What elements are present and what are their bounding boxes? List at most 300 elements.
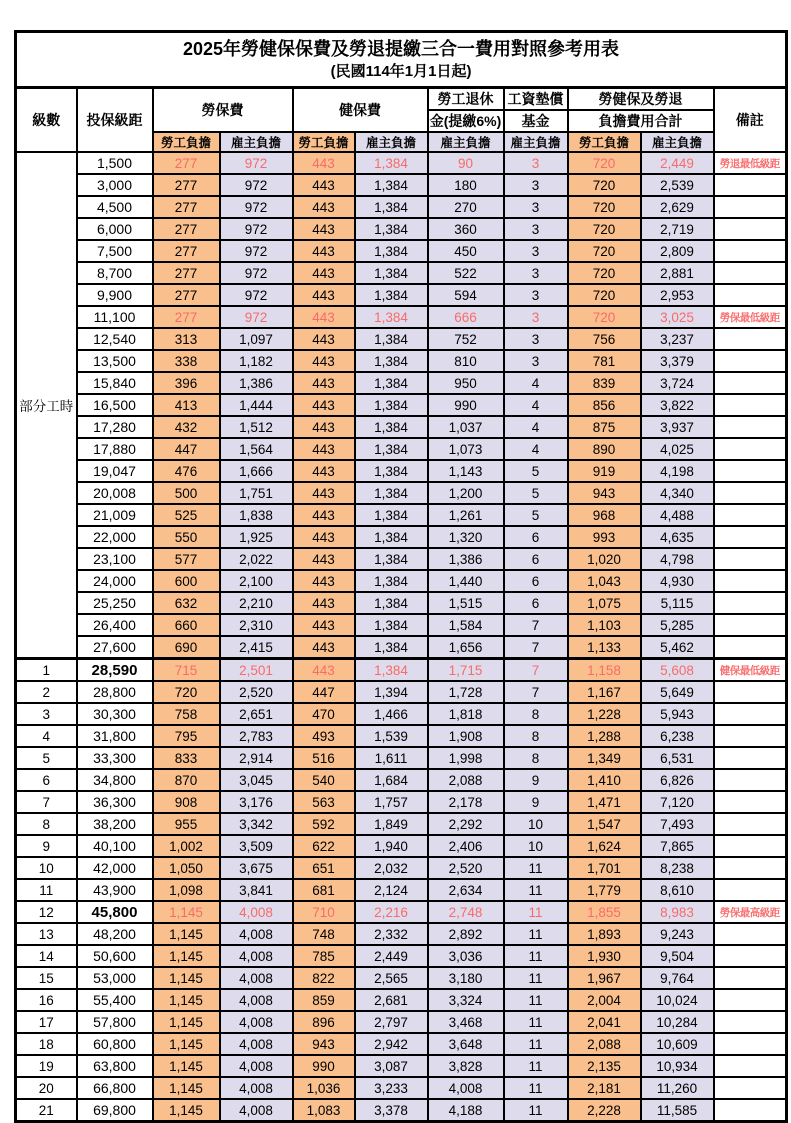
table-row [16, 989, 787, 1011]
cell-value-5: 6 [504, 526, 568, 548]
col-header-wage-fund-line2: 基金 [504, 110, 568, 132]
cell-value-4: 2,892 [428, 923, 504, 945]
cell-salary: 6,000 [77, 218, 153, 240]
cell-value-7: 6,238 [641, 725, 714, 747]
cell-salary: 9,900 [77, 284, 153, 306]
cell-value-5: 11 [504, 1077, 568, 1099]
cell-value-1: 4,008 [220, 1011, 293, 1033]
cell-value-7: 11,585 [641, 1099, 714, 1122]
table-row [16, 1099, 787, 1122]
cell-value-4: 1,073 [428, 438, 504, 460]
cell-note [714, 196, 787, 218]
table-row [16, 945, 787, 967]
cell-value-4: 1,715 [428, 659, 504, 682]
cell-value-4: 1,320 [428, 526, 504, 548]
cell-value-1: 2,651 [220, 703, 293, 725]
table-row [16, 152, 787, 174]
cell-grade: 19 [16, 1055, 77, 1077]
subheader-pension-employer: 雇主負擔 [428, 132, 504, 152]
cell-value-3: 1,384 [355, 526, 428, 548]
cell-salary: 63,800 [77, 1055, 153, 1077]
cell-value-5: 6 [504, 592, 568, 614]
cell-value-2: 622 [293, 835, 355, 857]
cell-note [714, 592, 787, 614]
cell-value-5: 3 [504, 350, 568, 372]
table-row [16, 703, 787, 725]
cell-value-7: 4,635 [641, 526, 714, 548]
cell-value-1: 1,666 [220, 460, 293, 482]
cell-value-6: 2,135 [568, 1055, 641, 1077]
cell-value-5: 5 [504, 482, 568, 504]
cell-value-7: 2,629 [641, 196, 714, 218]
cell-note [714, 174, 787, 196]
cell-value-7: 3,025 [641, 306, 714, 328]
table-row [16, 1033, 787, 1055]
cell-grade: 15 [16, 967, 77, 989]
table-row [16, 659, 787, 682]
cell-value-1: 1,386 [220, 372, 293, 394]
cell-salary: 23,100 [77, 548, 153, 570]
cell-note [714, 725, 787, 747]
cell-value-4: 1,386 [428, 548, 504, 570]
cell-value-1: 972 [220, 306, 293, 328]
subheader-wage-fund-employer: 雇主負擔 [504, 132, 568, 152]
cell-note [714, 526, 787, 548]
cell-value-1: 972 [220, 218, 293, 240]
cell-value-5: 11 [504, 1099, 568, 1122]
cell-grade: 4 [16, 725, 77, 747]
cell-value-5: 7 [504, 659, 568, 682]
cell-salary: 53,000 [77, 967, 153, 989]
cell-value-3: 1,539 [355, 725, 428, 747]
cell-salary: 7,500 [77, 240, 153, 262]
table-row [16, 328, 787, 350]
cell-value-4: 1,261 [428, 504, 504, 526]
cell-value-2: 516 [293, 747, 355, 769]
cell-value-7: 6,826 [641, 769, 714, 791]
cell-value-7: 10,934 [641, 1055, 714, 1077]
cell-value-3: 1,384 [355, 416, 428, 438]
cell-value-3: 2,216 [355, 901, 428, 923]
cell-value-2: 443 [293, 482, 355, 504]
cell-note [714, 791, 787, 813]
cell-value-2: 563 [293, 791, 355, 813]
cell-value-2: 443 [293, 284, 355, 306]
cell-value-0: 277 [153, 196, 220, 218]
cell-value-1: 2,415 [220, 636, 293, 659]
cell-value-1: 4,008 [220, 1077, 293, 1099]
cell-grade: 6 [16, 769, 77, 791]
cell-value-4: 1,440 [428, 570, 504, 592]
cell-grade: 9 [16, 835, 77, 857]
cell-value-5: 11 [504, 1055, 568, 1077]
cell-value-2: 443 [293, 328, 355, 350]
cell-salary: 15,840 [77, 372, 153, 394]
cell-grade: 10 [16, 857, 77, 879]
cell-value-4: 270 [428, 196, 504, 218]
cell-value-4: 2,634 [428, 879, 504, 901]
cell-value-4: 1,143 [428, 460, 504, 482]
cell-value-5: 11 [504, 879, 568, 901]
cell-value-4: 2,292 [428, 813, 504, 835]
cell-salary: 1,500 [77, 152, 153, 174]
cell-note [714, 504, 787, 526]
cell-value-5: 11 [504, 989, 568, 1011]
cell-value-0: 632 [153, 592, 220, 614]
cell-value-4: 990 [428, 394, 504, 416]
cell-value-0: 1,145 [153, 1077, 220, 1099]
cell-value-5: 3 [504, 328, 568, 350]
cell-value-6: 720 [568, 196, 641, 218]
cell-value-4: 1,818 [428, 703, 504, 725]
cell-value-3: 1,384 [355, 240, 428, 262]
subheader-health-employer: 雇主負擔 [355, 132, 428, 152]
cell-salary: 60,800 [77, 1033, 153, 1055]
cell-value-6: 968 [568, 504, 641, 526]
cell-note [714, 681, 787, 703]
cell-value-3: 1,384 [355, 504, 428, 526]
cell-value-3: 1,684 [355, 769, 428, 791]
cell-salary: 24,000 [77, 570, 153, 592]
cell-value-6: 1,547 [568, 813, 641, 835]
cell-note [714, 636, 787, 659]
cell-value-1: 1,838 [220, 504, 293, 526]
cell-value-5: 4 [504, 394, 568, 416]
cell-value-7: 9,243 [641, 923, 714, 945]
cell-value-6: 2,004 [568, 989, 641, 1011]
cell-note [714, 438, 787, 460]
cell-salary: 28,800 [77, 681, 153, 703]
page-title: 2025年勞健保保費及勞退提繳三合一費用對照參考用表 [183, 39, 620, 59]
table-row [16, 306, 787, 328]
cell-value-3: 1,384 [355, 262, 428, 284]
cell-note [714, 548, 787, 570]
cell-grade: 13 [16, 923, 77, 945]
cell-value-1: 1,512 [220, 416, 293, 438]
table-row [16, 196, 787, 218]
cell-salary: 69,800 [77, 1099, 153, 1122]
table-row [16, 438, 787, 460]
cell-value-4: 3,828 [428, 1055, 504, 1077]
cell-value-0: 758 [153, 703, 220, 725]
table-row [16, 394, 787, 416]
cell-value-4: 522 [428, 262, 504, 284]
cell-value-1: 3,841 [220, 879, 293, 901]
cell-note [714, 482, 787, 504]
cell-note [714, 1011, 787, 1033]
col-header-salary: 投保級距 [77, 88, 153, 153]
cell-value-7: 8,238 [641, 857, 714, 879]
cell-value-2: 447 [293, 681, 355, 703]
cell-value-3: 1,384 [355, 218, 428, 240]
cell-value-0: 1,145 [153, 1055, 220, 1077]
cell-value-7: 4,798 [641, 548, 714, 570]
cell-value-3: 2,332 [355, 923, 428, 945]
cell-value-2: 822 [293, 967, 355, 989]
cell-value-6: 1,228 [568, 703, 641, 725]
cell-value-7: 9,504 [641, 945, 714, 967]
cell-salary: 13,500 [77, 350, 153, 372]
cell-value-2: 443 [293, 218, 355, 240]
cell-value-1: 4,008 [220, 945, 293, 967]
table-row [16, 901, 787, 923]
cell-value-6: 1,043 [568, 570, 641, 592]
cell-value-3: 1,384 [355, 174, 428, 196]
cell-value-7: 6,531 [641, 747, 714, 769]
cell-value-6: 1,349 [568, 747, 641, 769]
cell-value-0: 1,145 [153, 1099, 220, 1122]
cell-value-4: 3,468 [428, 1011, 504, 1033]
cell-note [714, 460, 787, 482]
cell-value-4: 4,188 [428, 1099, 504, 1122]
cell-salary: 19,047 [77, 460, 153, 482]
cell-value-7: 7,493 [641, 813, 714, 835]
cell-value-0: 1,002 [153, 835, 220, 857]
cell-value-4: 1,515 [428, 592, 504, 614]
cell-value-7: 11,260 [641, 1077, 714, 1099]
cell-salary: 30,300 [77, 703, 153, 725]
cell-value-7: 5,943 [641, 703, 714, 725]
cell-value-1: 2,100 [220, 570, 293, 592]
cell-value-2: 943 [293, 1033, 355, 1055]
cell-salary: 28,590 [77, 659, 153, 682]
cell-value-4: 594 [428, 284, 504, 306]
cell-grade: 17 [16, 1011, 77, 1033]
cell-value-2: 681 [293, 879, 355, 901]
cell-salary: 11,100 [77, 306, 153, 328]
cell-value-6: 875 [568, 416, 641, 438]
cell-value-7: 2,953 [641, 284, 714, 306]
cell-value-7: 5,285 [641, 614, 714, 636]
table-row [16, 1011, 787, 1033]
cell-value-1: 2,914 [220, 747, 293, 769]
cell-value-2: 470 [293, 703, 355, 725]
cell-value-5: 8 [504, 703, 568, 725]
table-body [16, 152, 787, 1122]
cell-value-6: 781 [568, 350, 641, 372]
cell-value-2: 443 [293, 504, 355, 526]
cell-grade: 11 [16, 879, 77, 901]
cell-salary: 42,000 [77, 857, 153, 879]
cell-value-0: 525 [153, 504, 220, 526]
cell-grade: 16 [16, 989, 77, 1011]
cell-value-0: 1,098 [153, 879, 220, 901]
cell-value-1: 2,310 [220, 614, 293, 636]
cell-value-0: 1,145 [153, 967, 220, 989]
cell-note: 勞保最低級距 [714, 306, 787, 328]
cell-value-7: 3,724 [641, 372, 714, 394]
cell-value-3: 2,449 [355, 945, 428, 967]
cell-value-2: 592 [293, 813, 355, 835]
cell-note [714, 1055, 787, 1077]
cell-value-0: 1,145 [153, 901, 220, 923]
cell-note [714, 614, 787, 636]
cell-value-2: 540 [293, 769, 355, 791]
cell-value-1: 2,520 [220, 681, 293, 703]
cell-note [714, 240, 787, 262]
table-row [16, 1055, 787, 1077]
cell-value-0: 277 [153, 240, 220, 262]
cell-salary: 33,300 [77, 747, 153, 769]
cell-value-0: 795 [153, 725, 220, 747]
cell-value-5: 8 [504, 747, 568, 769]
cell-value-6: 1,410 [568, 769, 641, 791]
cell-value-0: 500 [153, 482, 220, 504]
cell-value-1: 2,501 [220, 659, 293, 682]
cell-salary: 50,600 [77, 945, 153, 967]
cell-value-1: 972 [220, 174, 293, 196]
cell-value-5: 11 [504, 901, 568, 923]
cell-value-3: 1,940 [355, 835, 428, 857]
cell-value-0: 715 [153, 659, 220, 682]
cell-value-3: 1,384 [355, 372, 428, 394]
table-row [16, 636, 787, 659]
cell-value-1: 3,176 [220, 791, 293, 813]
table-row [16, 725, 787, 747]
cell-salary: 45,800 [77, 901, 153, 923]
cell-value-0: 277 [153, 306, 220, 328]
col-header-labor-insurance: 勞保費 [153, 88, 293, 133]
cell-value-4: 1,728 [428, 681, 504, 703]
cell-value-2: 443 [293, 460, 355, 482]
cell-value-5: 4 [504, 372, 568, 394]
cell-value-6: 1,103 [568, 614, 641, 636]
cell-salary: 3,000 [77, 174, 153, 196]
cell-value-7: 3,379 [641, 350, 714, 372]
cell-grade: 3 [16, 703, 77, 725]
cell-value-1: 3,675 [220, 857, 293, 879]
cell-value-2: 443 [293, 372, 355, 394]
cell-note [714, 218, 787, 240]
cell-value-1: 1,751 [220, 482, 293, 504]
cell-value-1: 4,008 [220, 967, 293, 989]
cell-value-4: 2,178 [428, 791, 504, 813]
cell-value-7: 3,822 [641, 394, 714, 416]
cell-value-4: 2,406 [428, 835, 504, 857]
cell-note [714, 879, 787, 901]
cell-value-0: 277 [153, 284, 220, 306]
cell-value-3: 1,384 [355, 284, 428, 306]
cell-value-4: 3,324 [428, 989, 504, 1011]
col-header-pension-line1: 勞工退休 [428, 88, 504, 111]
cell-value-0: 690 [153, 636, 220, 659]
cell-value-6: 1,701 [568, 857, 641, 879]
cell-note: 健保最低級距 [714, 659, 787, 682]
cell-value-4: 90 [428, 152, 504, 174]
cell-value-1: 3,509 [220, 835, 293, 857]
cell-value-4: 2,748 [428, 901, 504, 923]
col-header-wage-fund-line1: 工資墊償 [504, 88, 568, 111]
cell-value-2: 443 [293, 659, 355, 682]
cell-salary: 22,000 [77, 526, 153, 548]
cell-value-7: 3,937 [641, 416, 714, 438]
cell-value-5: 11 [504, 923, 568, 945]
cell-value-6: 720 [568, 306, 641, 328]
cell-value-4: 666 [428, 306, 504, 328]
table-row [16, 350, 787, 372]
cell-value-2: 443 [293, 636, 355, 659]
cell-value-1: 1,182 [220, 350, 293, 372]
cell-note [714, 945, 787, 967]
cell-value-2: 443 [293, 152, 355, 174]
cell-value-5: 6 [504, 570, 568, 592]
cell-salary: 12,540 [77, 328, 153, 350]
cell-salary: 66,800 [77, 1077, 153, 1099]
cell-value-3: 1,384 [355, 438, 428, 460]
cell-value-6: 720 [568, 262, 641, 284]
table-row [16, 923, 787, 945]
cell-value-4: 450 [428, 240, 504, 262]
cell-value-6: 1,167 [568, 681, 641, 703]
premium-table [14, 30, 788, 1123]
cell-value-1: 4,008 [220, 989, 293, 1011]
cell-value-1: 2,783 [220, 725, 293, 747]
table-row [16, 240, 787, 262]
cell-value-0: 1,050 [153, 857, 220, 879]
cell-value-3: 1,611 [355, 747, 428, 769]
cell-grade: 5 [16, 747, 77, 769]
cell-value-2: 443 [293, 350, 355, 372]
cell-value-3: 2,124 [355, 879, 428, 901]
cell-value-3: 1,384 [355, 659, 428, 682]
cell-value-1: 1,564 [220, 438, 293, 460]
cell-value-6: 1,624 [568, 835, 641, 857]
cell-value-6: 1,020 [568, 548, 641, 570]
cell-note [714, 923, 787, 945]
cell-value-6: 756 [568, 328, 641, 350]
cell-value-3: 1,384 [355, 636, 428, 659]
table-row [16, 747, 787, 769]
cell-value-2: 443 [293, 174, 355, 196]
cell-value-4: 950 [428, 372, 504, 394]
cell-value-7: 10,024 [641, 989, 714, 1011]
cell-value-1: 972 [220, 284, 293, 306]
cell-note [714, 284, 787, 306]
cell-value-4: 180 [428, 174, 504, 196]
table-row [16, 570, 787, 592]
cell-value-0: 277 [153, 218, 220, 240]
cell-salary: 34,800 [77, 769, 153, 791]
cell-value-0: 833 [153, 747, 220, 769]
cell-value-2: 785 [293, 945, 355, 967]
cell-value-0: 476 [153, 460, 220, 482]
cell-value-6: 943 [568, 482, 641, 504]
cell-salary: 31,800 [77, 725, 153, 747]
subheader-health-employee: 勞工負擔 [293, 132, 355, 152]
cell-value-0: 413 [153, 394, 220, 416]
table-row [16, 460, 787, 482]
cell-value-5: 6 [504, 548, 568, 570]
cell-value-5: 11 [504, 967, 568, 989]
subheader-total-employee: 勞工負擔 [568, 132, 641, 152]
cell-value-5: 11 [504, 1011, 568, 1033]
cell-note [714, 1077, 787, 1099]
cell-value-5: 7 [504, 636, 568, 659]
cell-value-0: 277 [153, 262, 220, 284]
cell-note [714, 813, 787, 835]
cell-salary: 27,600 [77, 636, 153, 659]
cell-value-1: 4,008 [220, 1033, 293, 1055]
cell-value-0: 1,145 [153, 1011, 220, 1033]
cell-value-1: 4,008 [220, 1099, 293, 1122]
cell-value-1: 972 [220, 262, 293, 284]
cell-value-0: 1,145 [153, 945, 220, 967]
cell-salary: 21,009 [77, 504, 153, 526]
col-header-grade: 級數 [16, 88, 77, 153]
cell-value-5: 9 [504, 769, 568, 791]
cell-value-0: 660 [153, 614, 220, 636]
cell-value-7: 2,449 [641, 152, 714, 174]
